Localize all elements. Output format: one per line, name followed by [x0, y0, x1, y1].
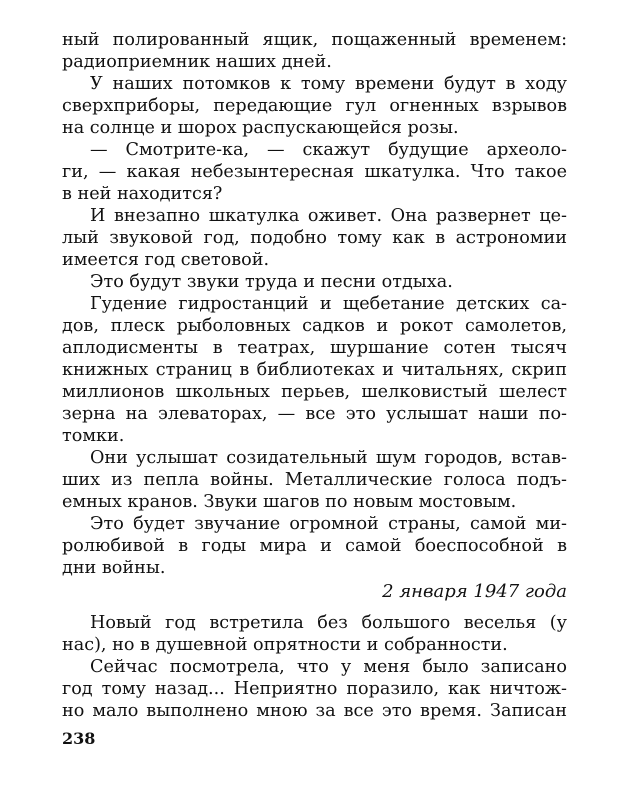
text-line: томки. [62, 426, 125, 446]
text-line: емных кранов. Звуки шагов по новым мостовым. [62, 492, 517, 512]
text-line: но мало выполнено мною за все это время. Записан [62, 701, 567, 721]
text-line: нас), но в душевной опрятности и собранности. [62, 635, 508, 655]
text-line: Это будет звучание огромной страны, самой ми- [90, 514, 567, 534]
text-line: дов, плеск рыболовных садков и рокот самолетов, [62, 316, 567, 336]
text-line: Они услышат созидательный шум городов, встав- [90, 448, 567, 468]
text-line: лый звуковой год, подобно тому как в астрономии [62, 228, 567, 248]
text-line: ный полированный ящик, пощаженный временем: [62, 30, 567, 50]
text-line: И внезапно шкатулка оживет. Она развернет це- [90, 206, 567, 226]
page-number: 238 [62, 729, 96, 748]
text-line: ших из пепла войны. Металлические голоса подъ- [62, 470, 567, 490]
text-line: радиоприемник наших дней. [62, 52, 332, 72]
text-line: Сейчас посмотрела, что у меня было записано [90, 657, 567, 677]
text-line: — Смотрите-ка, — скажут будущие археоло- [90, 140, 567, 160]
text-line: год тому назад... Неприятно поразило, как ничтож- [62, 679, 567, 699]
text-line: У наших потомков к тому времени будут в ходу [90, 74, 567, 94]
text-line: ролюбивой в годы мира и самой боеспособной в [62, 536, 567, 556]
text-line: зерна на элеваторах, — все это услышат наши по- [62, 404, 567, 424]
text-line: аплодисменты в театрах, шуршание сотен тысяч [62, 338, 567, 358]
text-line: книжных страниц в библиотеках и читальнях, скрип [62, 360, 567, 380]
date-heading: 2 января 1947 года [382, 581, 567, 602]
text-line: миллионов школьных перьев, шелковистый шелест [62, 382, 567, 402]
text-line: в ней находится? [62, 184, 223, 204]
text-line: дни войны. [62, 558, 166, 578]
text-line: имеется год световой. [62, 250, 270, 270]
text-line: Новый год встретила без большого веселья (у [90, 613, 567, 633]
text-line: на солнце и шорох распускающейся розы. [62, 118, 459, 138]
text-line: ги, — какая небезынтересная шкатулка. Что такое [62, 162, 567, 182]
text-line: Это будут звуки труда и песни отдыха. [90, 272, 453, 292]
text-line: сверхприборы, передающие гул огненных взрывов [62, 96, 567, 116]
text-line: Гудение гидростанций и щебетание детских са- [90, 294, 567, 314]
